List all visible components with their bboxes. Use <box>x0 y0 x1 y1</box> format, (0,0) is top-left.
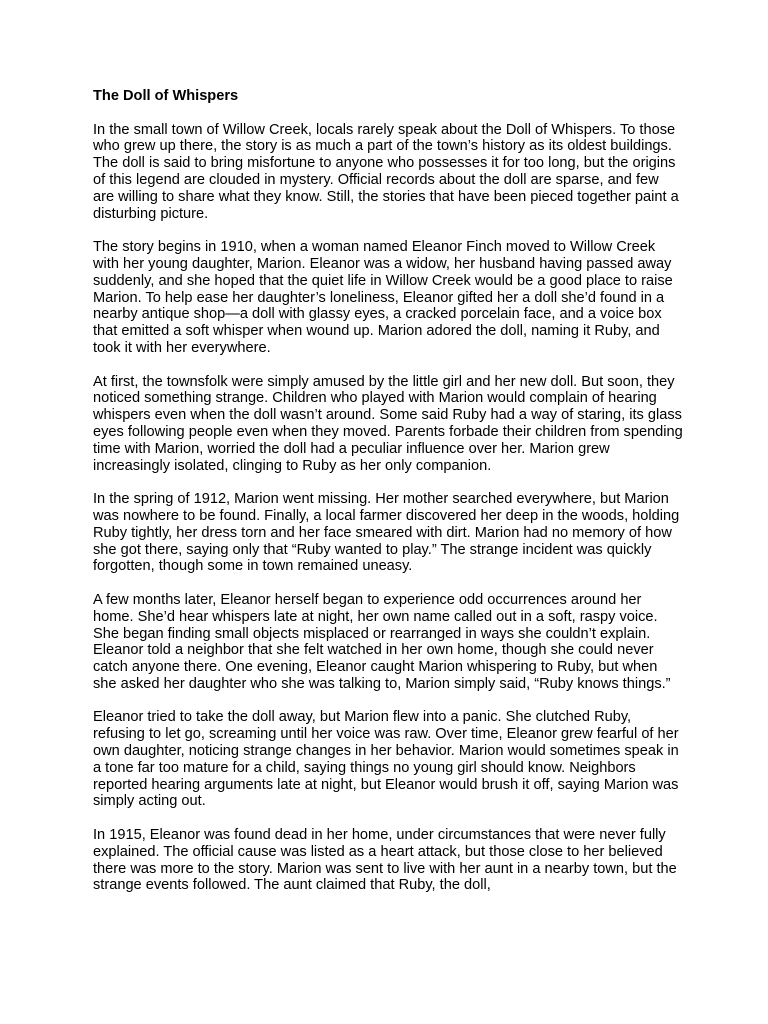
document-title: The Doll of Whispers <box>93 88 239 104</box>
paragraph-4: In the spring of 1912, Marion went missing. Her mother searched everywhere, but Marion was nowhere to be found. Finally, a local farmer discovered her deep in the woods, holding Ruby tightly, her dress torn and her face smeared with dirt. Marion had no memory of how she got there, saying only that “Ruby wanted to play.” The strange incident was quickly forgotten, though some in town remained uneasy. <box>93 491 680 575</box>
paragraph-2: The story begins in 1910, when a woman named Eleanor Finch moved to Willow Creek with her young daughter, Marion. Eleanor was a widow, her husband having passed away suddenly, and she hoped that the quiet life in Willow Creek would be a good place to raise Marion. To help ease her daughter’s loneliness, Eleanor gifted her a doll she’d found in a nearby antique shop—a doll with glassy eyes, a cracked porcelain face, and a voice box that emitted a soft whisper when wound up. Marion adored the doll, naming it Ruby, and took it with her everywhere. <box>93 239 673 356</box>
paragraph-1: In the small town of Willow Creek, locals rarely speak about the Doll of Whispers. To those who grew up there, the story is as much a part of the town’s history as its oldest buildings. The doll is said to bring misfortune to anyone who possesses it for too long, but the origins of this legend are clouded in mystery. Official records about the doll are sparse, and few are willing to share what they know. Still, the stories that have been pieced together paint a disturbing picture. <box>93 121 679 222</box>
paragraph-6: Eleanor tried to take the doll away, but Marion flew into a panic. She clutched Ruby, refusing to let go, screaming until her voice was raw. Over time, Eleanor grew fearful of her own daughter, noticing strange changes in her behavior. Marion would sometimes speak in a tone far too mature for a child, saying things no young girl should know. Neighbors reported hearing arguments late at night, but Eleanor would brush it off, saying Marion was simply acting out. <box>93 709 679 810</box>
paragraph-7: In 1915, Eleanor was found dead in her home, under circumstances that were never fully explained. The official cause was listed as a heart attack, but those close to her believed there was more to the story. Marion was sent to live with her aunt in a nearby town, but the strange events followed. The aunt claimed that Ruby, the doll, <box>93 827 677 894</box>
paragraph-3: At first, the townsfolk were simply amused by the little girl and her new doll. But soon, they noticed something strange. Children who played with Marion would complain of hearing whispers even when the doll wasn’t around. Some said Ruby had a way of staring, its glass eyes following people even when they moved. Parents forbade their children from spending time with Marion, worried the doll had a peculiar influence over her. Marion grew increasingly isolated, clinging to Ruby as her only companion. <box>93 373 683 474</box>
document-body <box>93 88 683 911</box>
paragraph-5: A few months later, Eleanor herself began to experience odd occurrences around her home. She’d hear whispers late at night, her own name called out in a soft, raspy voice. She began finding small objects misplaced or rearranged in ways she couldn’t explain. Eleanor told a neighbor that she felt watched in her own home, though she could never catch anyone there. One evening, Eleanor caught Marion whispering to Ruby, but when she asked her daughter who she was talking to, Marion simply said, “Ruby knows things.” <box>93 591 671 692</box>
